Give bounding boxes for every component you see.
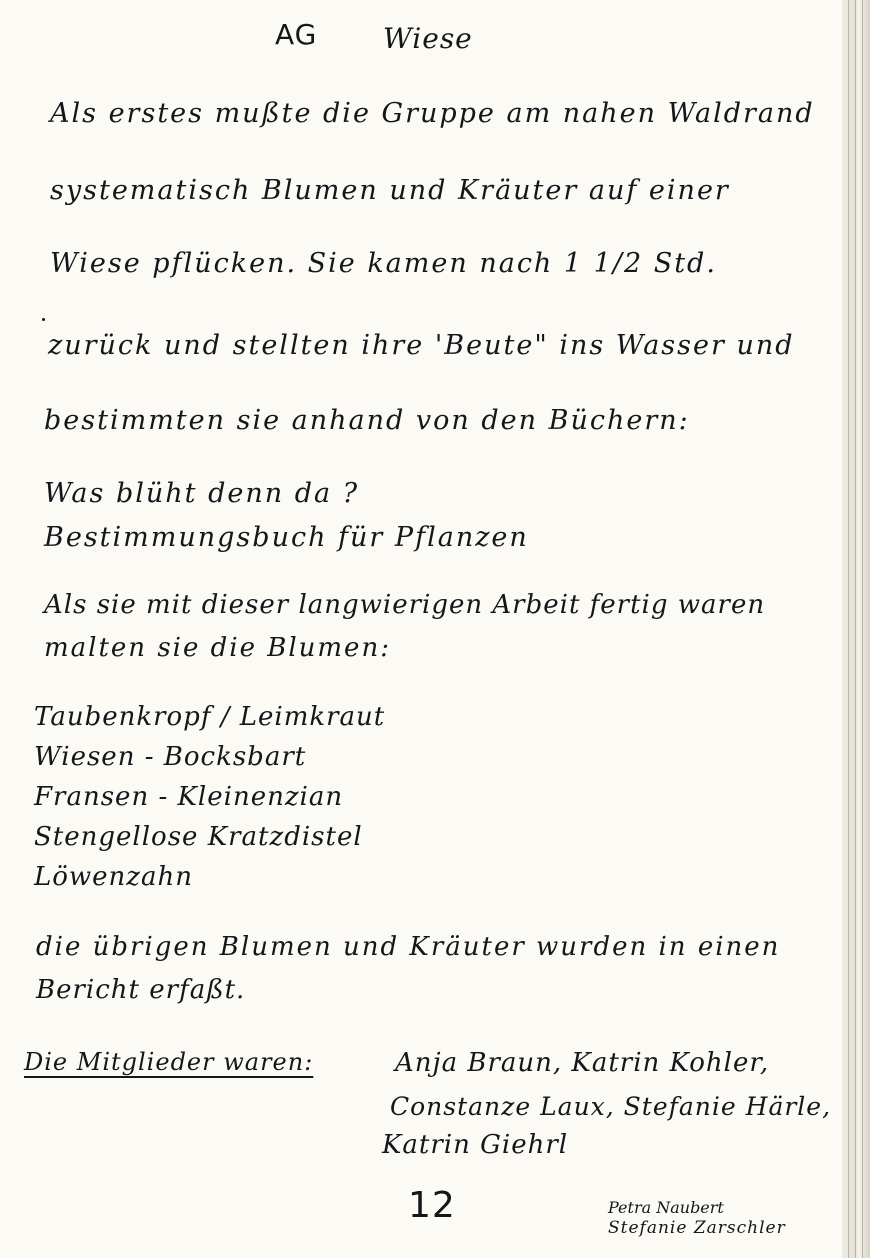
text-line: Wiese pflücken. Sie kamen nach 1 1/2 Std. — [50, 248, 717, 279]
text-line: Als sie mit dieser langwierigen Arbeit fertig waren — [44, 590, 766, 620]
member-line: Constanze Laux, Stefanie Härle, — [390, 1092, 832, 1121]
text-line: bestimmten sie anhand von den Büchern: — [44, 405, 690, 436]
page-edge — [842, 0, 870, 1258]
edge-line — [862, 0, 863, 1258]
members-label: Die Mitglieder waren: — [24, 1048, 314, 1076]
flower-item: Wiesen - Bocksbart — [34, 742, 307, 772]
text-line: Bericht erfaßt. — [36, 975, 246, 1005]
signature: Petra Naubert — [608, 1198, 724, 1217]
signature: Stefanie Zarschler — [608, 1218, 786, 1238]
text-line: systematisch Blumen und Kräuter auf einer — [50, 175, 730, 206]
member-line: Katrin Giehrl — [382, 1130, 569, 1160]
edge-line — [848, 0, 849, 1258]
edge-line — [855, 0, 856, 1258]
ink-dot — [42, 318, 45, 321]
text-line: malten sie die Blumen: — [44, 633, 391, 663]
flower-item: Fransen - Kleinenzian — [34, 782, 344, 812]
text-line: zurück und stellten ihre 'Beute" ins Wasser und — [48, 330, 795, 361]
flower-item: Löwenzahn — [34, 862, 193, 892]
flower-item: Taubenkropf / Leimkraut — [34, 702, 386, 732]
book-title: Was blüht denn da ? — [44, 478, 360, 509]
member-line: Anja Braun, Katrin Kohler, — [395, 1048, 770, 1078]
title-ag: AG — [275, 18, 318, 51]
title-subject: Wiese — [383, 22, 473, 55]
text-line: Als erstes mußte die Gruppe am nahen Waldrand — [50, 98, 815, 129]
text-line: die übrigen Blumen und Kräuter wurden in einen — [36, 932, 781, 962]
book-title: Bestimmungsbuch für Pflanzen — [44, 522, 529, 553]
flower-item: Stengellose Kratzdistel — [34, 822, 363, 852]
page-number: 12 — [408, 1185, 456, 1226]
